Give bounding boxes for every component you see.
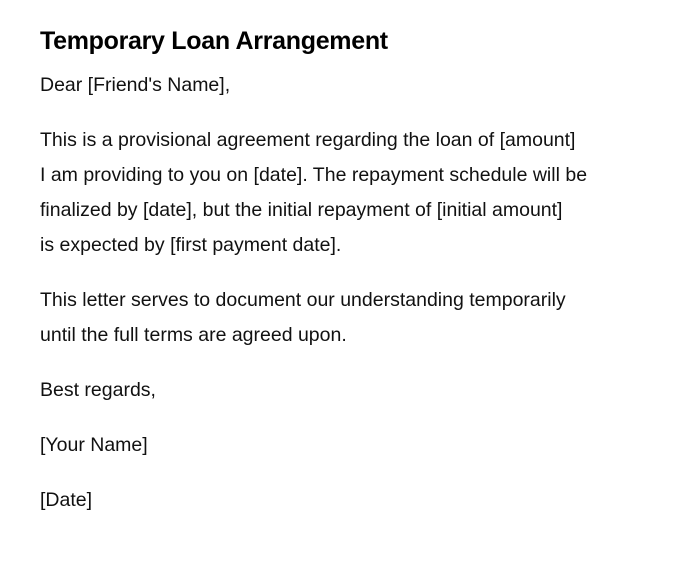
closing-line: Best regards, — [40, 379, 156, 401]
signature-date: [Date] — [40, 489, 93, 511]
signature-name: [Your Name] — [40, 434, 148, 456]
document-title: Temporary Loan Arrangement — [40, 27, 388, 55]
body-paragraph-1: This is a provisional agreement regarding the loan of [amount] I am providing to you on [date]. The repayment schedule will be finalized by [date], but the initial repayment of [initial amount] is expected by [first payment date]. — [40, 129, 588, 256]
letter-document — [40, 24, 660, 518]
salutation: Dear [Friend's Name], — [40, 74, 231, 96]
body-paragraph-2: This letter serves to document our understanding temporarily until the full terms are agreed upon. — [40, 289, 566, 346]
